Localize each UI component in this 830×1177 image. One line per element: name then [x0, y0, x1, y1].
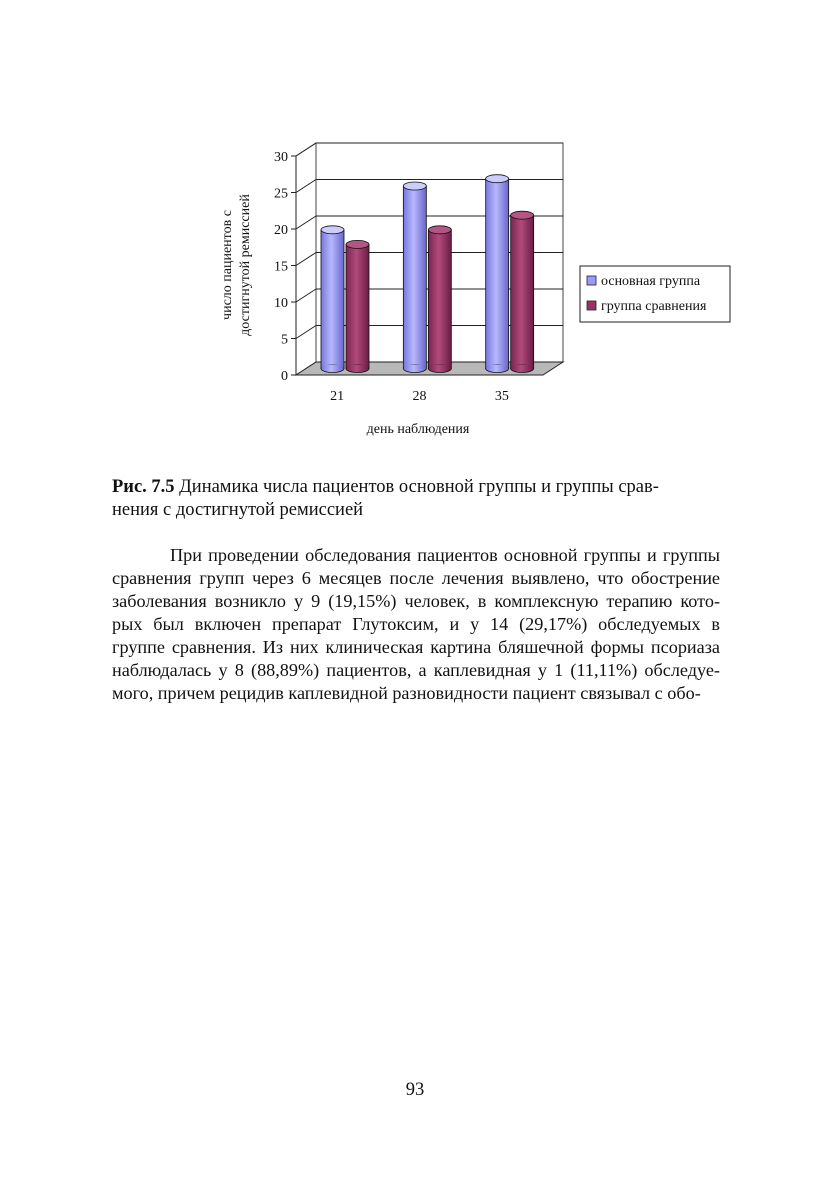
y-tick-label: 30	[274, 150, 288, 165]
legend-label: основная группа	[601, 274, 701, 289]
bar-base-cover	[347, 365, 369, 369]
body-line: мого, причем рецидив каплевидной разновидности пациент связывал с обо-	[112, 683, 701, 703]
bar-base-cover	[486, 365, 508, 369]
x-tick-label: 21	[330, 389, 345, 404]
bar-top	[403, 182, 426, 190]
bar	[403, 182, 426, 373]
legend	[580, 266, 730, 322]
y-axis-label: достигнутой ремиссией	[238, 194, 253, 336]
x-tick-label: 28	[412, 389, 427, 404]
bar-body	[321, 230, 344, 369]
body-line: рых был включен препарат Глутоксим, и у 14 (29,17%) обследуемых в	[112, 614, 720, 634]
bar	[428, 226, 451, 373]
bar	[486, 175, 509, 373]
bar-base-cover	[429, 365, 451, 369]
bar	[321, 226, 344, 373]
x-tick-label: 35	[494, 389, 509, 404]
bar-top	[486, 175, 509, 183]
figure-label: Рис. 7.5	[112, 477, 175, 497]
bar-top	[346, 240, 369, 248]
body-line: сравнения групп через 6 месяцев после лечения выявлено, что обострение	[112, 568, 720, 588]
bar-body	[511, 215, 534, 368]
legend-swatch	[587, 276, 596, 285]
y-tick-label: 20	[274, 223, 288, 238]
y-axis-label: число пациентов с	[220, 210, 235, 320]
y-tick-label: 0	[281, 369, 288, 384]
bar-body	[403, 186, 426, 369]
y-tick-label: 25	[274, 186, 288, 202]
legend-label: группа сравнения	[601, 299, 707, 314]
body-line: При проведении обследования пациентов основной группы и группы	[170, 545, 720, 565]
figure-caption	[112, 476, 712, 522]
y-tick-label: 10	[274, 296, 288, 311]
page-number: 93	[405, 1080, 425, 1100]
bar-base-cover	[322, 365, 344, 369]
bar-body	[346, 244, 369, 368]
y-tick-label: 15	[274, 259, 288, 275]
bar-top	[321, 226, 344, 234]
bar	[511, 211, 534, 372]
y-tick-label: 5	[281, 332, 288, 348]
body-line: заболевания возникло у 9 (19,15%) человек, в комплексную терапию кото-	[112, 591, 720, 611]
bar	[346, 240, 369, 372]
body-line: группе сравнения. Из них клиническая картина бляшечной формы псориаза	[112, 637, 720, 657]
legend-swatch	[587, 301, 596, 310]
body-line: наблюдалась у 8 (88,89%) пациентов, а каплевидная у 1 (11,11%) обследуе-	[112, 660, 720, 680]
bar-body	[428, 230, 451, 369]
bar-base-cover	[404, 365, 426, 369]
bar-base-cover	[511, 365, 533, 369]
bar-top	[428, 226, 451, 234]
bar-top	[511, 211, 534, 219]
caption-line-2: нения с достигнутой ремиссией	[112, 500, 364, 520]
body-paragraph	[112, 544, 720, 705]
bar-chart	[0, 0, 830, 470]
x-axis-label: день наблюдения	[366, 422, 470, 437]
bar-body	[486, 179, 509, 369]
caption-line-1: Динамика числа пациентов основной группы и группы срав-	[179, 477, 659, 497]
